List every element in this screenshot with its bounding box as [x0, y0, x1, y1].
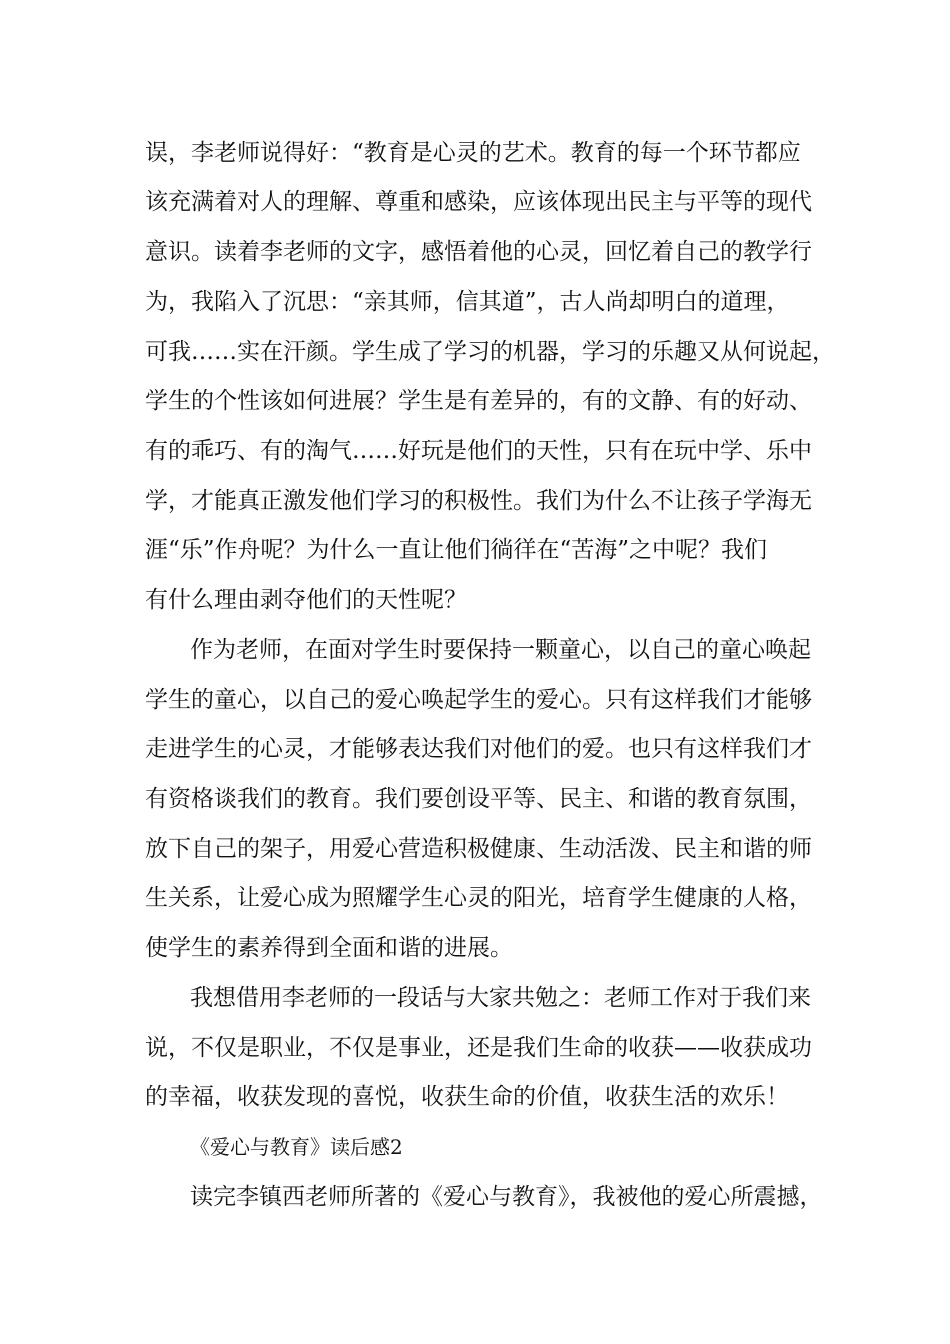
paragraph-first-line: 作为老师，在面对学生时要保持一颗童心，以自己的童心唤起 — [190, 637, 811, 663]
text-line: 说，不仅是职业，不仅是事业，还是我们生命的收获——收获成功 — [145, 1035, 812, 1061]
text-line: 学生的个性该如何进展？学生是有差异的，有的文静、有的好动、 — [145, 388, 812, 414]
text-line: 走进学生的心灵，才能够表达我们对他们的爱。也只有这样我们才 — [145, 736, 812, 762]
paragraph-first-line: 读完李镇西老师所著的《爱心与教育》，我被他的爱心所震撼， — [190, 1184, 823, 1210]
text-line: 该充满着对人的理解、尊重和感染，应该体现出民主与平等的现代 — [145, 189, 812, 215]
text-line: 有的乖巧、有的淘气……好玩是他们的天性，只有在玩中学、乐中 — [145, 438, 812, 464]
text-line: 有资格谈我们的教育。我们要创设平等、民主、和谐的教育氛围， — [145, 786, 812, 812]
text-line: 学，才能真正激发他们学习的积极性。我们为什么不让孩子学海无 — [145, 488, 812, 514]
text-line: 涯“乐”作舟呢？为什么一直让他们徜徉在“苦海”之中呢？我们 — [145, 537, 768, 563]
text-line: 的幸福，收获发现的喜悦，收获生命的价值，收获生活的欢乐！ — [145, 1084, 789, 1110]
text-line: 可我……实在汗颜。学生成了学习的机器，学习的乐趣又从何说起， — [145, 339, 835, 365]
text-line: 误，李老师说得好：“教育是心灵的艺术。教育的每一个环节都应 — [145, 140, 801, 166]
text-line: 使学生的素养得到全面和谐的进展。 — [145, 935, 513, 961]
text-line: 意识。读着李老师的文字，感悟着他的心灵，回忆着自己的教学行 — [145, 239, 812, 265]
section-title: 《爱心与教育》读后感2 — [190, 1135, 403, 1159]
text-line: 为，我陷入了沉思：“亲其师，信其道”，古人尚却明白的道理， — [145, 289, 790, 315]
text-line: 生关系，让爱心成为照耀学生心灵的阳光，培育学生健康的人格， — [145, 885, 812, 911]
text-line: 学生的童心，以自己的爱心唤起学生的爱心。只有这样我们才能够 — [145, 687, 812, 713]
text-line: 放下自己的架子，用爱心营造积极健康、生动活泼、民主和谐的师 — [145, 836, 812, 862]
paragraph-first-line: 我想借用李老师的一段话与大家共勉之：老师工作对于我们来 — [190, 985, 811, 1011]
text-line: 有什么理由剥夺他们的天性呢？ — [145, 587, 467, 613]
